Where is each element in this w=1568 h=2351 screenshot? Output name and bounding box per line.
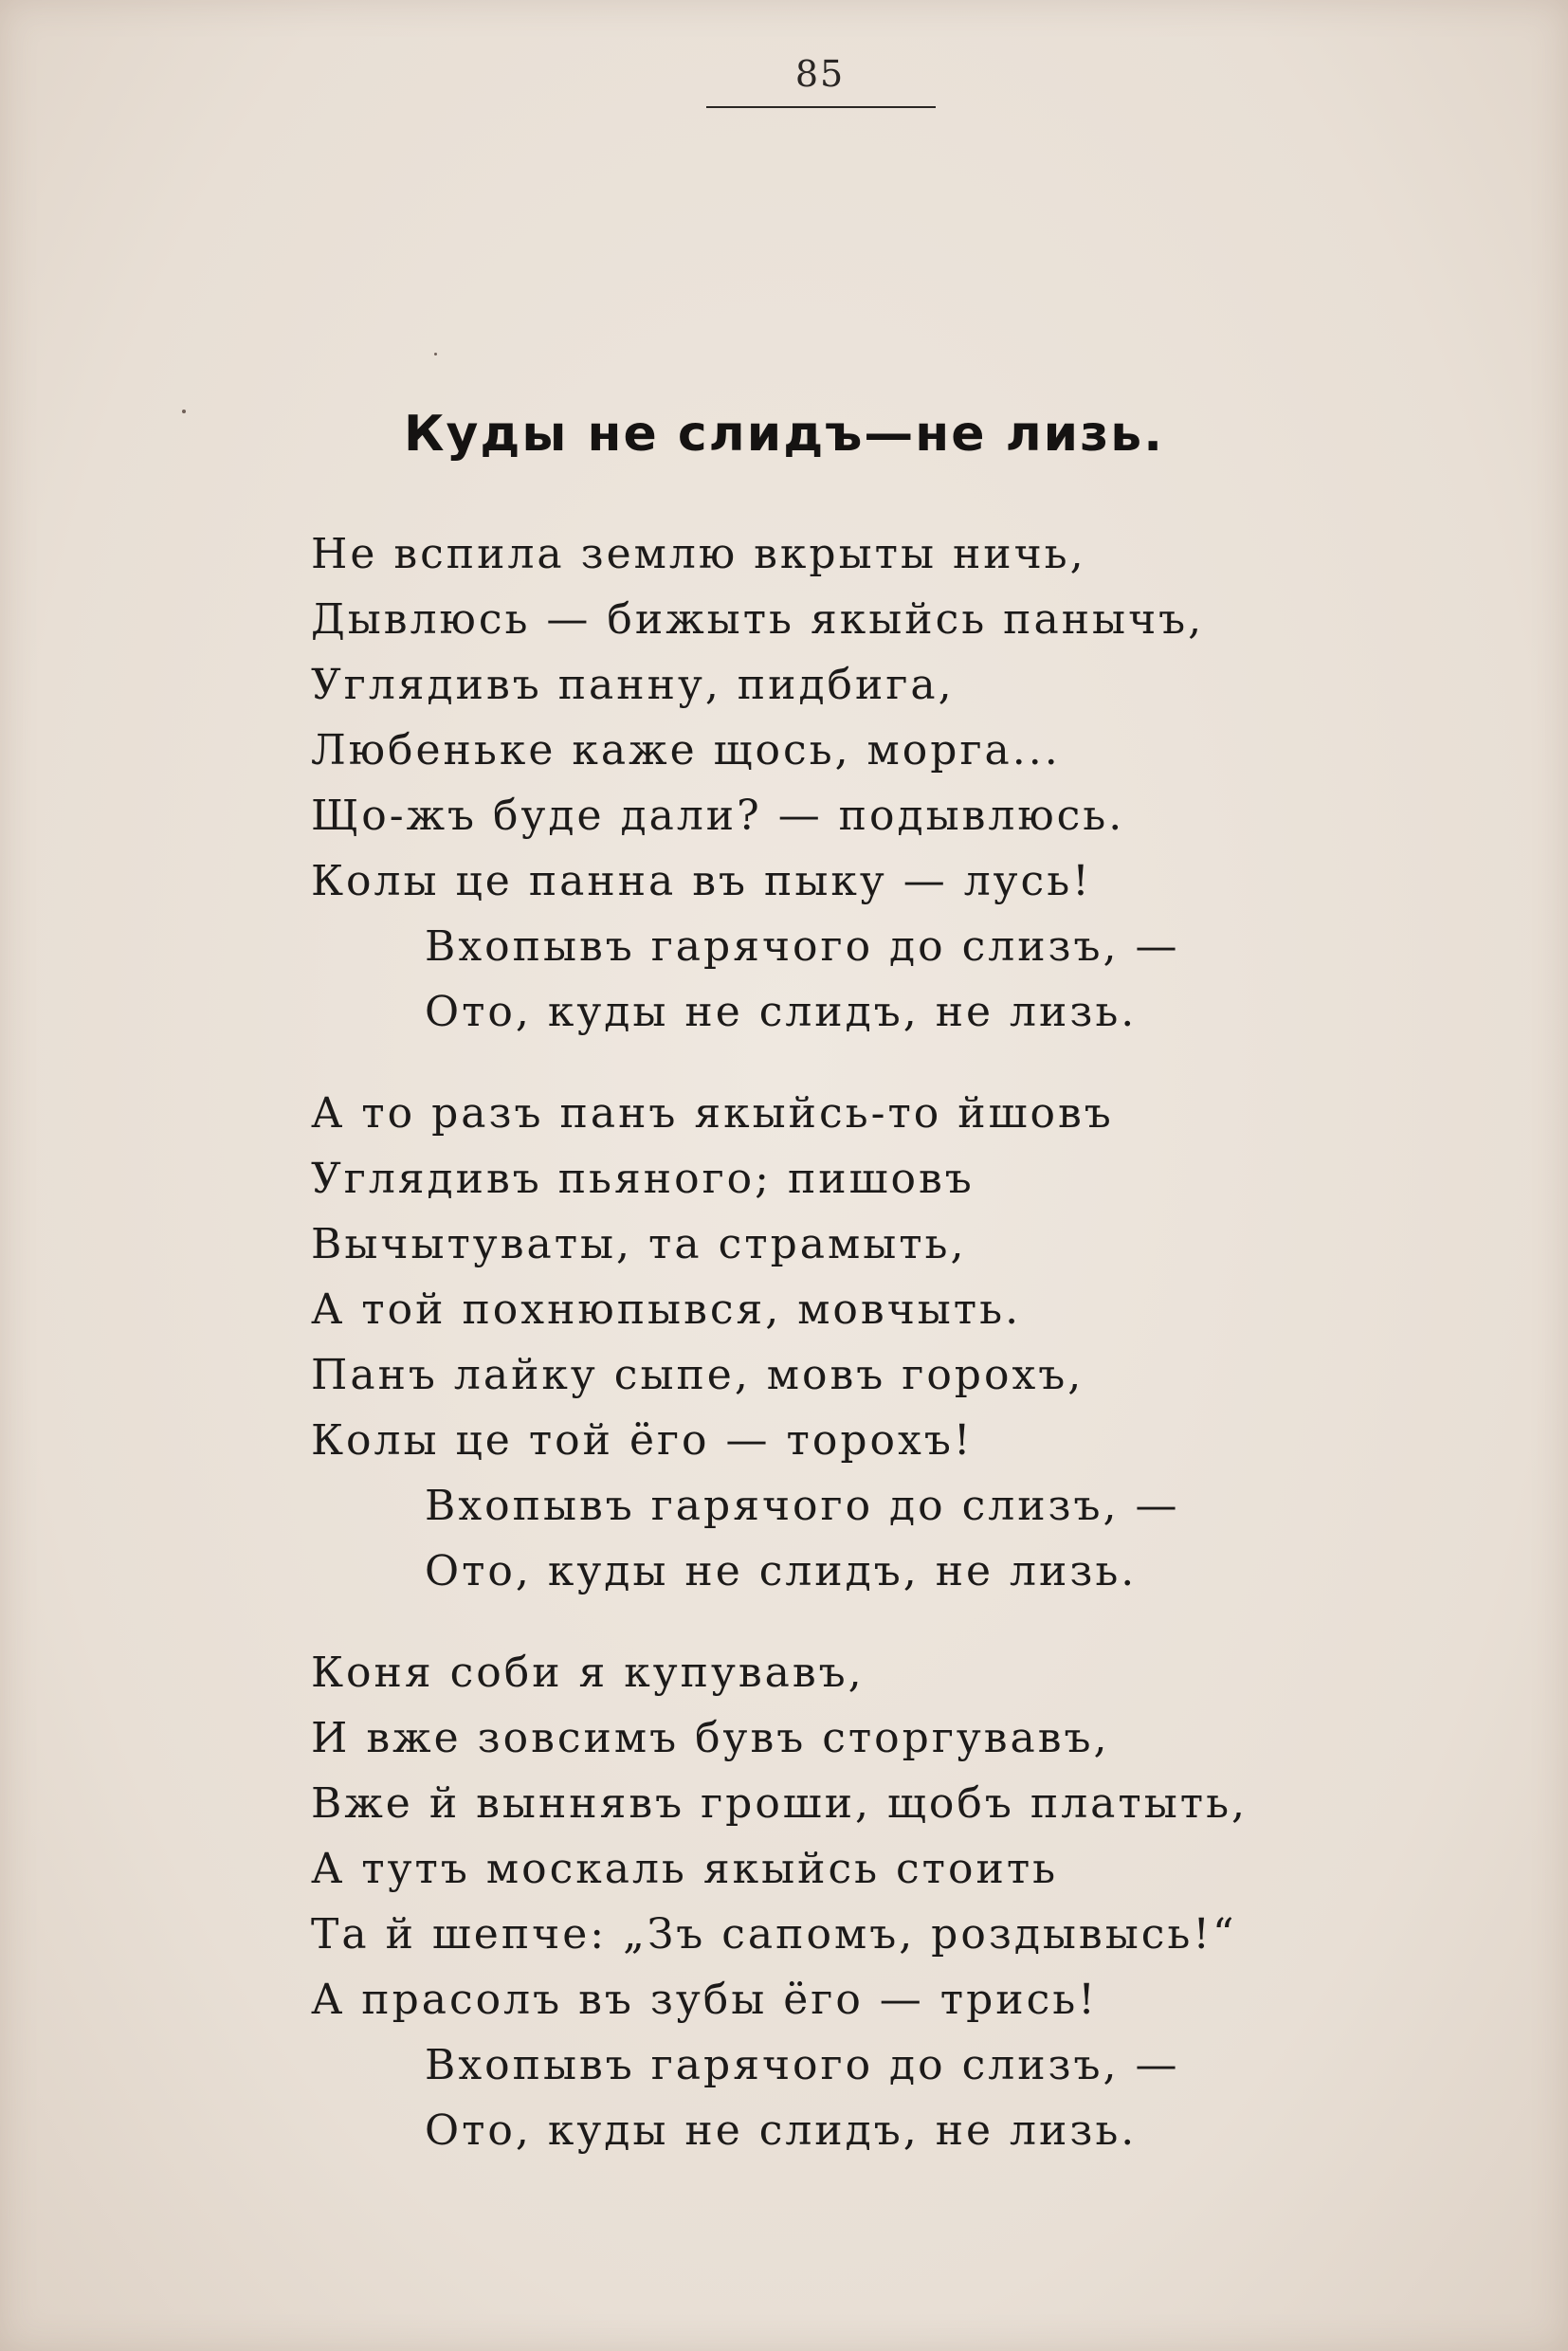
verse-line: Та й шепче: „Зъ сапомъ, роздывысь!“ xyxy=(311,1910,1237,1959)
verse-line: Вже й выннявъ гроши, щобъ платыть, xyxy=(311,1779,1249,1828)
poem-title: Куды не слидъ—не лизь. xyxy=(404,406,1164,463)
verse-line: Не вспила землю вкрыты ничь, xyxy=(311,530,1086,578)
verse-line: Панъ лайку сыпе, мовъ горохъ, xyxy=(311,1351,1085,1399)
refrain-line: Ото, куды не слидъ, не лизь. xyxy=(425,988,1138,1036)
verse-line: Дывлюсь — бижыть якыйсь панычъ, xyxy=(311,595,1205,644)
verse-line: Углядивъ панну, пидбига, xyxy=(311,661,955,709)
verse-line: А то разъ панъ якыйсь-то йшовъ xyxy=(311,1089,1114,1138)
stanza xyxy=(311,521,1449,1045)
verse-line: А той похнюпывся, мовчыть. xyxy=(311,1285,1022,1334)
verse-line: А тутъ москаль якыйсь стоить xyxy=(311,1845,1059,1893)
verse-line: Колы це той ёго — торохъ! xyxy=(311,1416,974,1465)
page-number-rule xyxy=(706,106,936,108)
stanza xyxy=(311,1081,1449,1604)
verse-line: Коня соби я купувавъ, xyxy=(311,1649,865,1697)
refrain-line: Ото, куды не слидъ, не лизь. xyxy=(425,2106,1138,2155)
refrain-line: Вхопывъ гарячого до слизъ, — xyxy=(425,2041,1180,2089)
verse-line: Колы це панна въ пыку — лусь! xyxy=(311,857,1092,905)
refrain-line: Вхопывъ гарячого до слизъ, — xyxy=(425,922,1180,971)
refrain-line: Ото, куды не слидъ, не лизь. xyxy=(425,1547,1138,1595)
refrain-line: Вхопывъ гарячого до слизъ, — xyxy=(425,1482,1180,1530)
verse-line: А прасолъ въ зубы ёго — трись! xyxy=(311,1976,1098,2024)
verse-line: Що-жъ буде дали? — подывлюсь. xyxy=(311,792,1125,840)
verse-line: Углядивъ пьяного; пишовъ xyxy=(311,1155,975,1203)
verse-line: Любеньке каже щось, морга... xyxy=(311,726,1061,775)
verse-line: И вже зовсимъ бувъ сторгувавъ, xyxy=(311,1714,1110,1762)
ink-speck xyxy=(434,353,437,355)
verse-line: Вычытуваты, та страмыть, xyxy=(311,1220,967,1268)
stanza xyxy=(311,1640,1449,2163)
page-number: 85 xyxy=(794,53,846,95)
